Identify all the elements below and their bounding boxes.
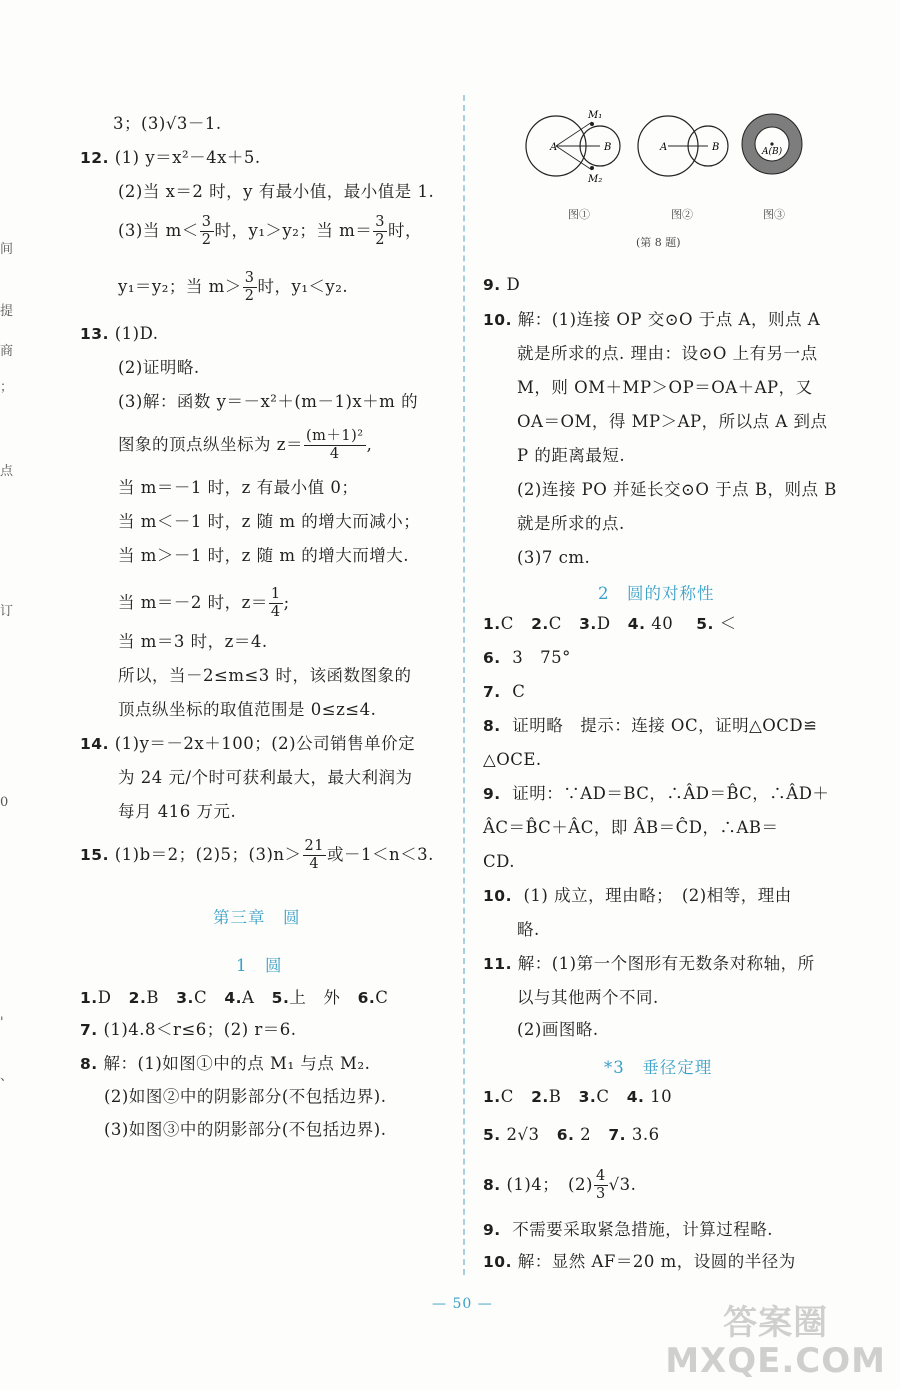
fraction: $\frac{3}{2}$: [201, 214, 212, 248]
answer-line: (2)连接 PO 并延长交⊙O 于点 B，则点 B: [517, 480, 837, 499]
answer-10: 10. 解：(1)连接 OP 交⊙O 于点 A，则点 A: [483, 310, 821, 329]
answer-line: OA＝OM，得 MP＞AP，所以点 A 到点: [517, 412, 828, 431]
edge-mark: 0: [0, 795, 9, 810]
answer-line: (3)7 cm.: [517, 548, 591, 567]
answer-line: 当 m＝3 时，z＝4.: [118, 632, 268, 651]
answer-line: △OCE.: [483, 750, 542, 769]
column-divider: [463, 95, 465, 1275]
figure-caption: 图②: [671, 208, 693, 221]
answer-line: y₁＝y₂；当 m＞ $\frac{3}{2}$ 时，y₁＜y₂.: [118, 270, 349, 304]
answer-line: 当 m＝－2 时，z＝ $\frac{1}{4}$ ;: [118, 586, 290, 620]
figure-caption: 图③: [763, 208, 785, 221]
label-ab: A(B): [762, 147, 783, 157]
fraction: $\frac{3}{2}$: [244, 270, 255, 304]
answer-line: 9. 证明：∵AD＝BC，∴ÂD＝B̂C，∴ÂD＋: [483, 784, 830, 803]
edge-mark: 订: [0, 604, 14, 619]
edge-mark: ': [0, 1015, 4, 1030]
answer-line: 顶点纵坐标的取值范围是 0≤z≤4.: [118, 700, 377, 719]
answer-line: (3)如图③中的阴影部分(不包括边界).: [104, 1120, 387, 1139]
label-m1: M₁: [588, 110, 603, 121]
label-b: B: [712, 142, 720, 153]
answer-line: 5. 2√3 6. 2 7. 3.6: [483, 1125, 660, 1144]
answer-line: ÂC＝B̂C＋ÂC，即 ÂB＝ĈD，∴AB＝: [483, 818, 779, 837]
answer-line: 9. 不需要采取紧急措施，计算过程略.: [483, 1220, 773, 1239]
answer-line: 所以，当－2≤m≤3 时，该函数图象的: [118, 666, 412, 685]
edge-mark: 间: [0, 242, 14, 257]
fraction: $\frac{1}{4}$: [270, 586, 281, 620]
edge-mark: 商: [0, 344, 14, 359]
answer-14: 14. (1)y＝－2x＋100；(2)公司销售单价定: [80, 734, 416, 753]
answer-line: 略.: [517, 920, 540, 939]
answer-line: 就是所求的点. 理由：设⊙O 上有另一点: [517, 344, 818, 363]
answer-line: 以与其他两个不同.: [517, 988, 659, 1007]
answer-line: 为 24 元/个时可获利最大，最大利润为: [118, 768, 413, 787]
answer-line: (2)画图略.: [517, 1020, 599, 1039]
section-heading: *3 垂径定理: [604, 1058, 713, 1077]
answer-line: (2)当 x＝2 时，y 有最小值，最小值是 1.: [118, 182, 435, 201]
answer-line: 1.D 2.B 3.C 4.A 5.上 外 6.C: [80, 988, 389, 1007]
figure-8: [520, 104, 820, 204]
label-m2: M₂: [588, 174, 603, 185]
answer-line: 1.C 2.B 3.C 4. 10: [483, 1087, 673, 1106]
edge-mark: 点: [0, 464, 14, 479]
fraction: $\frac{4}{3}$: [595, 1168, 606, 1202]
answer-line: 就是所求的点.: [517, 514, 625, 533]
answer-line: 当 m＝－1 时，z 有最小值 0；: [118, 478, 359, 497]
answer-line: 10. (1) 成立，理由略； (2)相等，理由: [483, 886, 792, 905]
edge-mark: 提: [0, 304, 14, 319]
fraction: $\frac{\text{(m＋1)²}}{4}$: [305, 428, 364, 462]
label-a: A: [550, 142, 558, 153]
answer-9: 9. D: [483, 275, 521, 294]
chapter-heading: 第三章 圆: [213, 908, 301, 927]
answer-line: (3)解：函数 y＝－x²＋(m－1)x＋m 的: [118, 392, 419, 411]
answer-15: 15. (1)b＝2；(2)5；(3)n＞ $\frac{21}{4}$ 或－1＜n＜3.: [80, 838, 434, 872]
answer-line: 7. (1)4.8＜r≤6；(2) r＝6.: [80, 1020, 297, 1039]
fraction: $\frac{3}{2}$: [375, 214, 385, 248]
answer-line: 3；(3)√3－1.: [113, 114, 222, 133]
answer-line: P 的距离最短.: [517, 446, 626, 465]
answer-line: 8. 证明略 提示：连接 OC，证明△OCD≌: [483, 716, 818, 735]
answer-line: 1.C 2.C 3.D 4. 40 5. ＜: [483, 614, 737, 633]
answer-line: CD.: [483, 852, 516, 871]
answer-13: 13. (1)D.: [80, 324, 159, 343]
answer-line: 7. C: [483, 682, 526, 701]
label-a: A: [660, 142, 668, 153]
answer-line: 10. 解：显然 AF＝20 m，设圆的半径为: [483, 1252, 796, 1271]
answer-line: 图象的顶点纵坐标为 z＝ $\frac{\text{(m＋1)²}}{4}$ ,: [118, 428, 373, 462]
answer-line: M，则 OM＋MP＞OP＝OA＋AP，又: [517, 378, 813, 397]
page-number: — 50 —: [432, 1296, 493, 1312]
answer-line: (3)当 m＜ $\frac{3}{2}$ 时，y₁＞y₂；当 m＝ $\frac{3}{2}$ 时，: [118, 214, 422, 248]
section-heading: 2 圆的对称性: [598, 584, 715, 603]
section-heading: 1 圆: [236, 956, 283, 975]
figure-caption: 图①: [568, 208, 590, 221]
answer-line: 8. 解：(1)如图①中的点 M₁ 与点 M₂.: [80, 1054, 371, 1073]
figure-title: (第 8 题): [636, 236, 681, 249]
fraction: $\frac{21}{4}$: [304, 838, 324, 872]
answer-12: 12. (1) y＝x²－4x＋5.: [80, 148, 261, 167]
answer-line: (2)证明略.: [118, 358, 200, 377]
answer-line: 当 m＜－1 时，z 随 m 的增大而减小；: [118, 512, 421, 531]
answer-line: 每月 416 万元.: [118, 802, 237, 821]
answer-line: (2)如图②中的阴影部分(不包括边界).: [104, 1087, 387, 1106]
answer-line: 当 m＞－1 时，z 随 m 的增大而增大.: [118, 546, 409, 565]
watermark-logo: 答案圈 MXQE.COM: [665, 1303, 886, 1381]
answer-line: 11. 解：(1)第一个图形有无数条对称轴，所: [483, 954, 815, 973]
edge-mark: ；: [0, 380, 14, 395]
edge-mark: 、: [0, 1069, 14, 1084]
answer-line: 8. (1)4； (2) $\frac{4}{3}$ √3.: [483, 1168, 637, 1202]
label-b: B: [604, 142, 612, 153]
answer-line: 6. 3 75°: [483, 648, 571, 667]
